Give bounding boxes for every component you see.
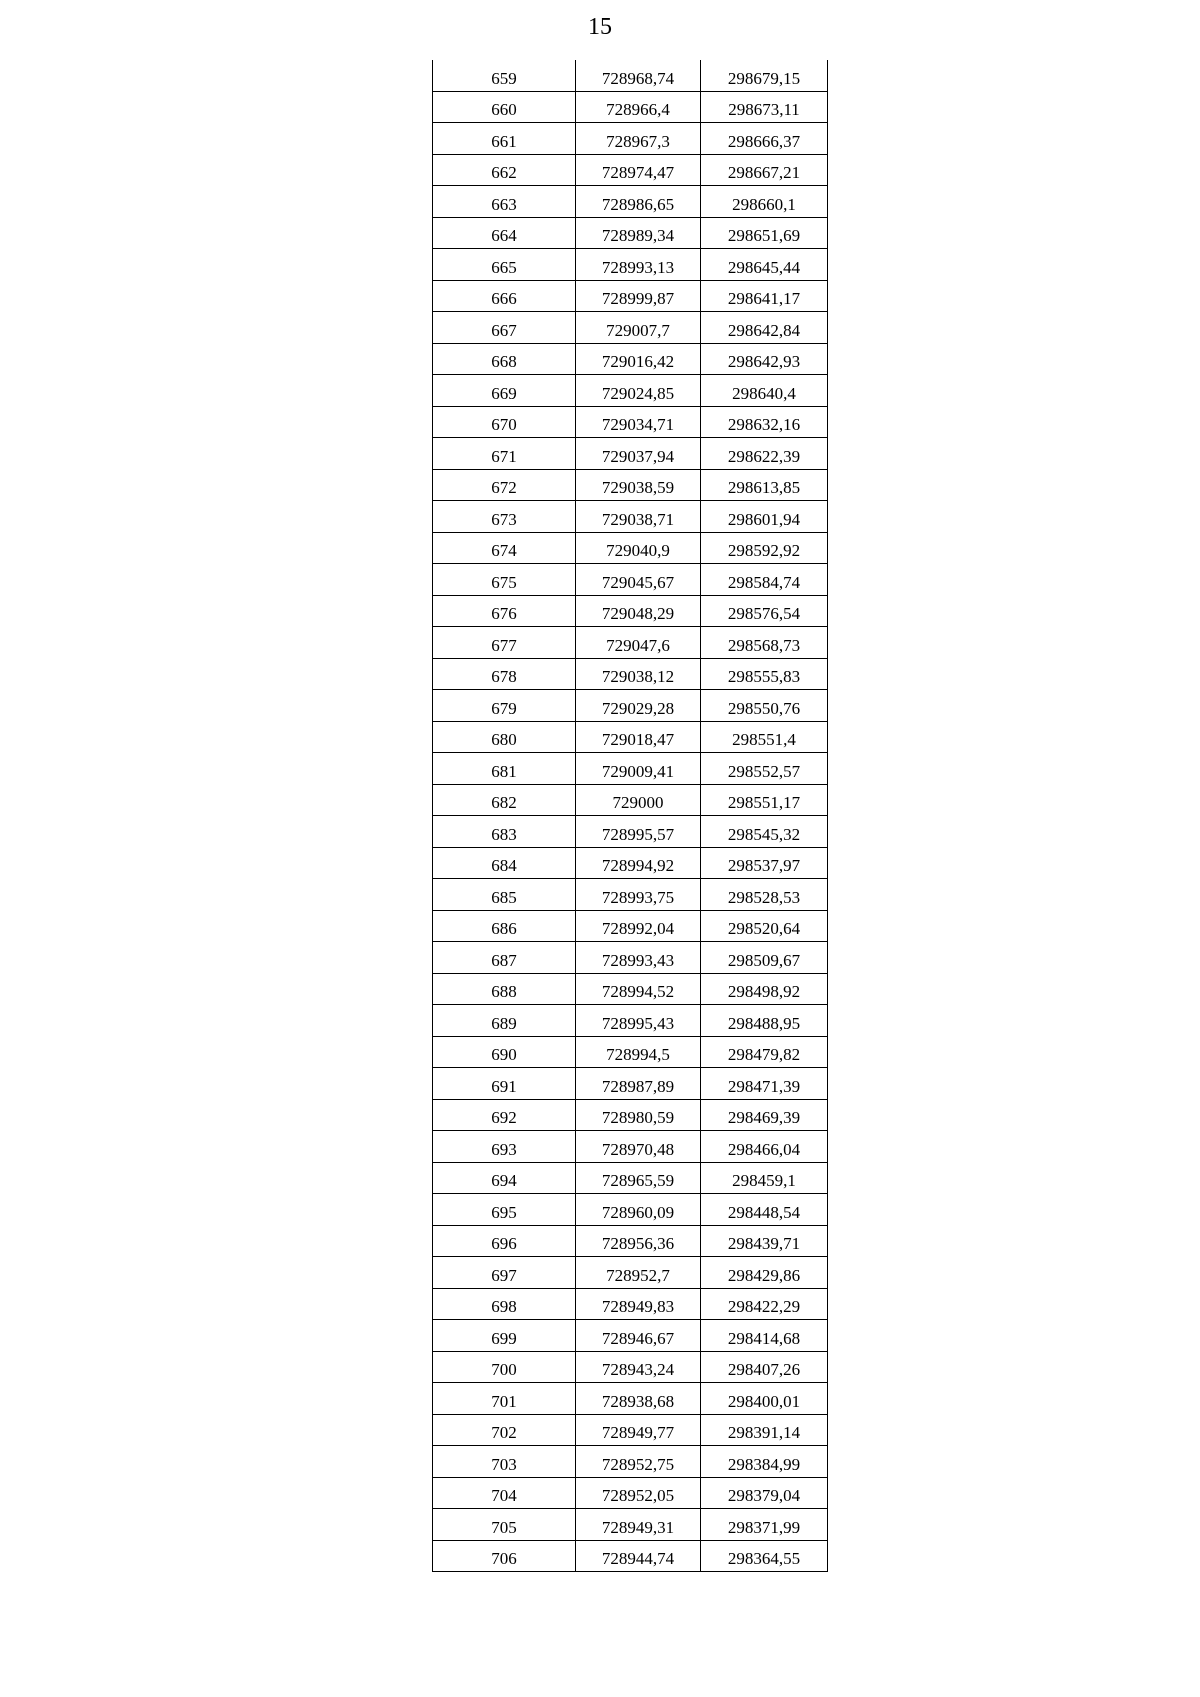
point-number-cell: 704 [433, 1477, 576, 1509]
point-number-cell: 679 [433, 690, 576, 722]
table-row [433, 469, 828, 501]
y-coordinate-cell: 298601,94 [701, 501, 828, 533]
x-coordinate-cell: 729016,42 [576, 343, 701, 375]
y-coordinate-cell: 298429,86 [701, 1257, 828, 1289]
x-coordinate-cell: 728943,24 [576, 1351, 701, 1383]
y-coordinate-cell: 298551,17 [701, 784, 828, 816]
table-row [433, 1036, 828, 1068]
table-row [433, 249, 828, 281]
table-row [433, 1131, 828, 1163]
table-row [433, 1383, 828, 1415]
y-coordinate-cell: 298364,55 [701, 1540, 828, 1572]
table-row [433, 1320, 828, 1352]
x-coordinate-cell: 728986,65 [576, 186, 701, 218]
point-number-cell: 706 [433, 1540, 576, 1572]
y-coordinate-cell: 298379,04 [701, 1477, 828, 1509]
point-number-cell: 674 [433, 532, 576, 564]
x-coordinate-cell: 729040,9 [576, 532, 701, 564]
table-row [433, 816, 828, 848]
point-number-cell: 689 [433, 1005, 576, 1037]
x-coordinate-cell: 729048,29 [576, 595, 701, 627]
x-coordinate-cell: 728960,09 [576, 1194, 701, 1226]
table-row [433, 942, 828, 974]
y-coordinate-cell: 298459,1 [701, 1162, 828, 1194]
point-number-cell: 701 [433, 1383, 576, 1415]
x-coordinate-cell: 728949,77 [576, 1414, 701, 1446]
table-row [433, 1509, 828, 1541]
x-coordinate-cell: 728949,83 [576, 1288, 701, 1320]
y-coordinate-cell: 298414,68 [701, 1320, 828, 1352]
coordinates-table-body [433, 60, 828, 1572]
y-coordinate-cell: 298448,54 [701, 1194, 828, 1226]
point-number-cell: 696 [433, 1225, 576, 1257]
x-coordinate-cell: 728965,59 [576, 1162, 701, 1194]
table-row [433, 595, 828, 627]
x-coordinate-cell: 729018,47 [576, 721, 701, 753]
table-row [433, 1414, 828, 1446]
y-coordinate-cell: 298550,76 [701, 690, 828, 722]
x-coordinate-cell: 729038,59 [576, 469, 701, 501]
point-number-cell: 699 [433, 1320, 576, 1352]
point-number-cell: 662 [433, 154, 576, 186]
x-coordinate-cell: 728967,3 [576, 123, 701, 155]
point-number-cell: 678 [433, 658, 576, 690]
y-coordinate-cell: 298666,37 [701, 123, 828, 155]
point-number-cell: 673 [433, 501, 576, 533]
x-coordinate-cell: 729037,94 [576, 438, 701, 470]
table-row [433, 501, 828, 533]
x-coordinate-cell: 729009,41 [576, 753, 701, 785]
x-coordinate-cell: 729047,6 [576, 627, 701, 659]
y-coordinate-cell: 298537,97 [701, 847, 828, 879]
table-row [433, 910, 828, 942]
y-coordinate-cell: 298642,84 [701, 312, 828, 344]
x-coordinate-cell: 728949,31 [576, 1509, 701, 1541]
table-row [433, 1351, 828, 1383]
x-coordinate-cell: 728993,75 [576, 879, 701, 911]
x-coordinate-cell: 728980,59 [576, 1099, 701, 1131]
y-coordinate-cell: 298384,99 [701, 1446, 828, 1478]
point-number-cell: 668 [433, 343, 576, 375]
table-row [433, 1288, 828, 1320]
table-row [433, 406, 828, 438]
y-coordinate-cell: 298584,74 [701, 564, 828, 596]
point-number-cell: 693 [433, 1131, 576, 1163]
point-number-cell: 667 [433, 312, 576, 344]
x-coordinate-cell: 729038,71 [576, 501, 701, 533]
point-number-cell: 681 [433, 753, 576, 785]
y-coordinate-cell: 298640,4 [701, 375, 828, 407]
y-coordinate-cell: 298498,92 [701, 973, 828, 1005]
x-coordinate-cell: 728994,5 [576, 1036, 701, 1068]
table-row [433, 123, 828, 155]
x-coordinate-cell: 728999,87 [576, 280, 701, 312]
x-coordinate-cell: 728946,67 [576, 1320, 701, 1352]
table-row [433, 1446, 828, 1478]
point-number-cell: 688 [433, 973, 576, 1005]
x-coordinate-cell: 728952,05 [576, 1477, 701, 1509]
point-number-cell: 666 [433, 280, 576, 312]
table-row [433, 60, 828, 91]
table-row [433, 658, 828, 690]
point-number-cell: 702 [433, 1414, 576, 1446]
x-coordinate-cell: 728970,48 [576, 1131, 701, 1163]
table-row [433, 1225, 828, 1257]
table-row [433, 1162, 828, 1194]
y-coordinate-cell: 298613,85 [701, 469, 828, 501]
y-coordinate-cell: 298509,67 [701, 942, 828, 974]
y-coordinate-cell: 298400,01 [701, 1383, 828, 1415]
y-coordinate-cell: 298645,44 [701, 249, 828, 281]
point-number-cell: 663 [433, 186, 576, 218]
x-coordinate-cell: 728993,43 [576, 942, 701, 974]
x-coordinate-cell: 729024,85 [576, 375, 701, 407]
point-number-cell: 675 [433, 564, 576, 596]
table-row [433, 973, 828, 1005]
y-coordinate-cell: 298391,14 [701, 1414, 828, 1446]
table-row [433, 1477, 828, 1509]
table-row [433, 564, 828, 596]
x-coordinate-cell: 729029,28 [576, 690, 701, 722]
table-row [433, 1099, 828, 1131]
table-row [433, 154, 828, 186]
x-coordinate-cell: 729034,71 [576, 406, 701, 438]
point-number-cell: 669 [433, 375, 576, 407]
point-number-cell: 670 [433, 406, 576, 438]
y-coordinate-cell: 298407,26 [701, 1351, 828, 1383]
table-row [433, 343, 828, 375]
y-coordinate-cell: 298673,11 [701, 91, 828, 123]
table-row [433, 1540, 828, 1572]
table-row [433, 280, 828, 312]
table-row [433, 847, 828, 879]
y-coordinate-cell: 298679,15 [701, 60, 828, 91]
x-coordinate-cell: 728938,68 [576, 1383, 701, 1415]
x-coordinate-cell: 728966,4 [576, 91, 701, 123]
y-coordinate-cell: 298576,54 [701, 595, 828, 627]
point-number-cell: 664 [433, 217, 576, 249]
x-coordinate-cell: 728974,47 [576, 154, 701, 186]
table-row [433, 627, 828, 659]
y-coordinate-cell: 298528,53 [701, 879, 828, 911]
point-number-cell: 700 [433, 1351, 576, 1383]
x-coordinate-cell: 728968,74 [576, 60, 701, 91]
point-number-cell: 671 [433, 438, 576, 470]
point-number-cell: 677 [433, 627, 576, 659]
x-coordinate-cell: 729045,67 [576, 564, 701, 596]
y-coordinate-cell: 298592,92 [701, 532, 828, 564]
point-number-cell: 698 [433, 1288, 576, 1320]
table-row [433, 375, 828, 407]
point-number-cell: 676 [433, 595, 576, 627]
point-number-cell: 661 [433, 123, 576, 155]
y-coordinate-cell: 298641,17 [701, 280, 828, 312]
x-coordinate-cell: 729000 [576, 784, 701, 816]
table-row [433, 217, 828, 249]
point-number-cell: 680 [433, 721, 576, 753]
point-number-cell: 687 [433, 942, 576, 974]
y-coordinate-cell: 298520,64 [701, 910, 828, 942]
point-number-cell: 685 [433, 879, 576, 911]
table-row [433, 312, 828, 344]
x-coordinate-cell: 728993,13 [576, 249, 701, 281]
table-row [433, 753, 828, 785]
point-number-cell: 682 [433, 784, 576, 816]
table-row [433, 879, 828, 911]
y-coordinate-cell: 298439,71 [701, 1225, 828, 1257]
point-number-cell: 703 [433, 1446, 576, 1478]
table-row [433, 721, 828, 753]
table-row [433, 784, 828, 816]
x-coordinate-cell: 728995,43 [576, 1005, 701, 1037]
table-row [433, 532, 828, 564]
y-coordinate-cell: 298469,39 [701, 1099, 828, 1131]
point-number-cell: 659 [433, 60, 576, 91]
point-number-cell: 697 [433, 1257, 576, 1289]
x-coordinate-cell: 728989,34 [576, 217, 701, 249]
table-row [433, 91, 828, 123]
table-row [433, 1257, 828, 1289]
coordinates-table [432, 60, 828, 1572]
point-number-cell: 695 [433, 1194, 576, 1226]
point-number-cell: 665 [433, 249, 576, 281]
point-number-cell: 692 [433, 1099, 576, 1131]
x-coordinate-cell: 728987,89 [576, 1068, 701, 1100]
x-coordinate-cell: 728995,57 [576, 816, 701, 848]
y-coordinate-cell: 298479,82 [701, 1036, 828, 1068]
x-coordinate-cell: 728944,74 [576, 1540, 701, 1572]
y-coordinate-cell: 298642,93 [701, 343, 828, 375]
x-coordinate-cell: 728992,04 [576, 910, 701, 942]
y-coordinate-cell: 298622,39 [701, 438, 828, 470]
point-number-cell: 694 [433, 1162, 576, 1194]
y-coordinate-cell: 298545,32 [701, 816, 828, 848]
x-coordinate-cell: 728994,92 [576, 847, 701, 879]
y-coordinate-cell: 298551,4 [701, 721, 828, 753]
y-coordinate-cell: 298632,16 [701, 406, 828, 438]
point-number-cell: 660 [433, 91, 576, 123]
x-coordinate-cell: 728956,36 [576, 1225, 701, 1257]
y-coordinate-cell: 298471,39 [701, 1068, 828, 1100]
point-number-cell: 691 [433, 1068, 576, 1100]
y-coordinate-cell: 298667,21 [701, 154, 828, 186]
point-number-cell: 690 [433, 1036, 576, 1068]
table-row [433, 186, 828, 218]
y-coordinate-cell: 298488,95 [701, 1005, 828, 1037]
y-coordinate-cell: 298555,83 [701, 658, 828, 690]
page-number: 15 [588, 14, 612, 40]
x-coordinate-cell: 728994,52 [576, 973, 701, 1005]
point-number-cell: 672 [433, 469, 576, 501]
y-coordinate-cell: 298466,04 [701, 1131, 828, 1163]
x-coordinate-cell: 728952,75 [576, 1446, 701, 1478]
table-row [433, 438, 828, 470]
table-row [433, 1194, 828, 1226]
y-coordinate-cell: 298651,69 [701, 217, 828, 249]
y-coordinate-cell: 298660,1 [701, 186, 828, 218]
point-number-cell: 686 [433, 910, 576, 942]
table-row [433, 1005, 828, 1037]
y-coordinate-cell: 298371,99 [701, 1509, 828, 1541]
point-number-cell: 705 [433, 1509, 576, 1541]
x-coordinate-cell: 729038,12 [576, 658, 701, 690]
point-number-cell: 683 [433, 816, 576, 848]
x-coordinate-cell: 729007,7 [576, 312, 701, 344]
y-coordinate-cell: 298422,29 [701, 1288, 828, 1320]
point-number-cell: 684 [433, 847, 576, 879]
y-coordinate-cell: 298552,57 [701, 753, 828, 785]
y-coordinate-cell: 298568,73 [701, 627, 828, 659]
table-row [433, 1068, 828, 1100]
x-coordinate-cell: 728952,7 [576, 1257, 701, 1289]
table-row [433, 690, 828, 722]
